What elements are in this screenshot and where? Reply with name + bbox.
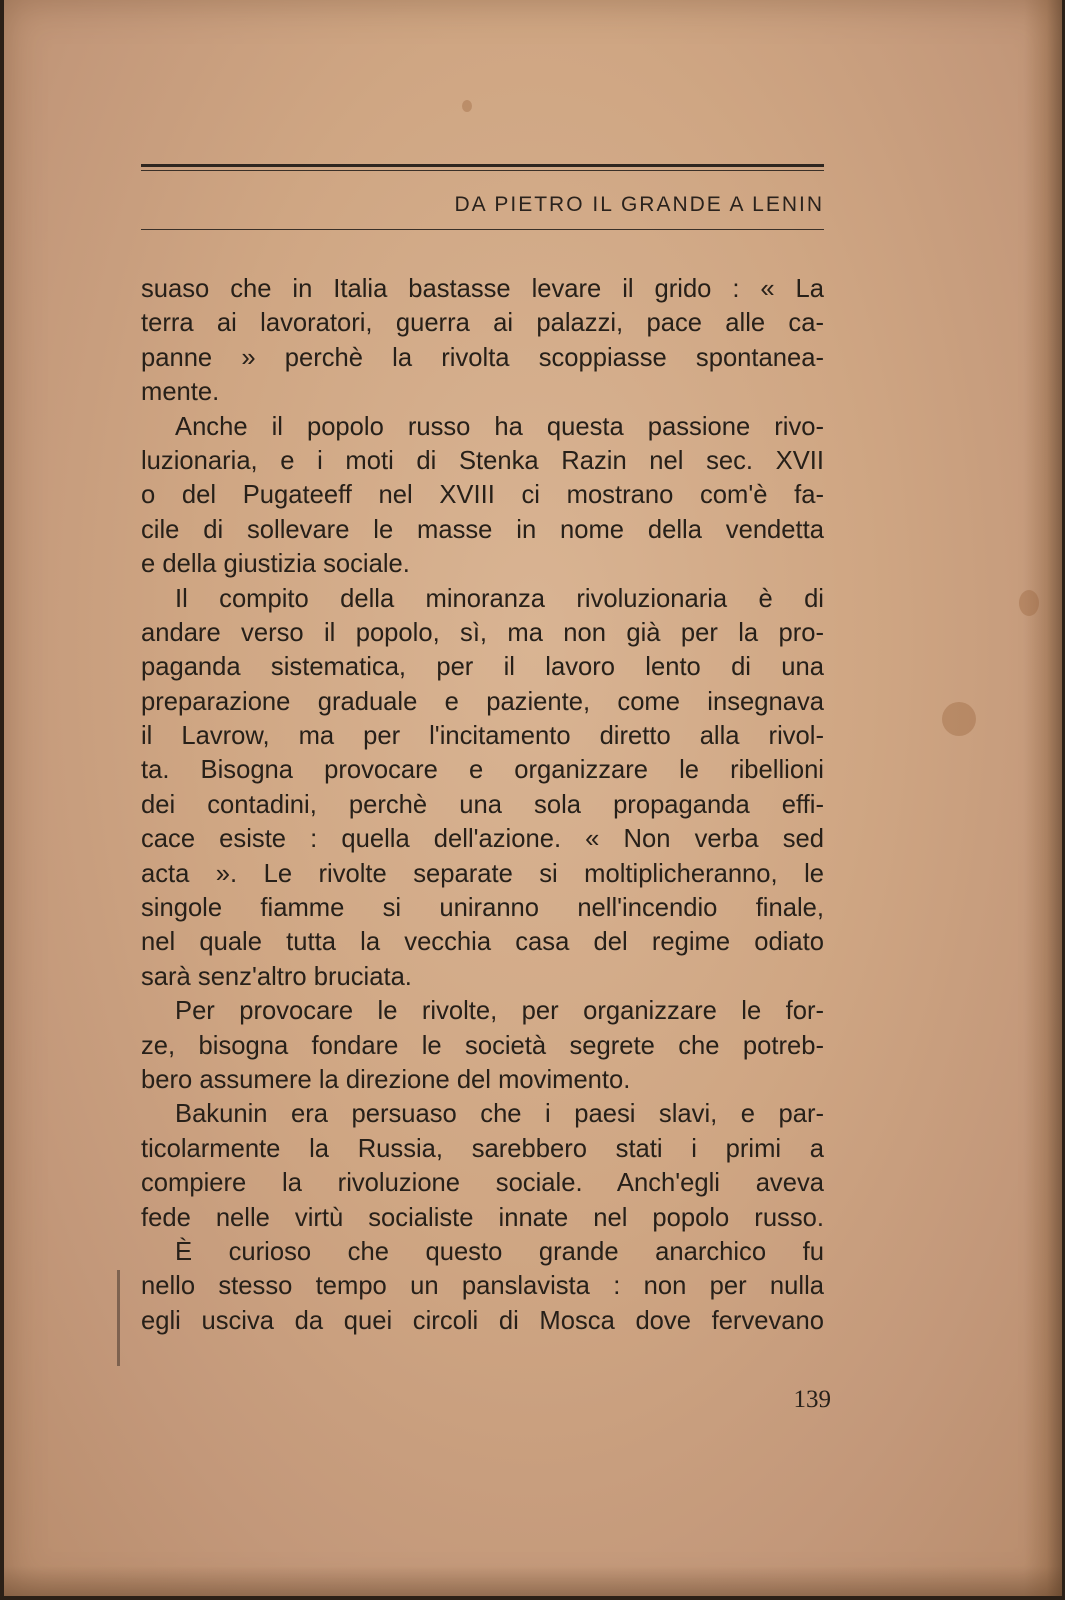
text-line: il Lavrow, ma per l'incitamento diretto alla rivol- — [141, 722, 824, 751]
text-line: sarà senz'altro bruciata. — [141, 962, 412, 991]
text-line: dei contadini, perchè una sola propaganda effi- — [141, 790, 824, 819]
text-line: o del Pugateeff nel XVIII ci mostrano com'è fa- — [141, 481, 824, 510]
page-number: 139 — [793, 1386, 831, 1413]
paper-stain — [462, 100, 472, 112]
text-line: Per provocare le rivolte, per organizzare le for- — [175, 997, 824, 1026]
text-line: ze, bisogna fondare le società segrete che potreb- — [141, 1031, 824, 1060]
text-line: nello stesso tempo un panslavista : non per nulla — [141, 1272, 824, 1301]
text-line: bero assumere la direzione del movimento. — [141, 1065, 631, 1094]
text-line: Bakunin era persuaso che i paesi slavi, e par- — [175, 1100, 824, 1129]
book-page — [4, 0, 1062, 1596]
text-line: suaso che in Italia bastasse levare il grido : « La — [141, 275, 824, 303]
header-rule-under — [141, 229, 824, 230]
page-edge-shadow-bottom — [4, 1566, 1062, 1596]
text-line: egli usciva da quei circoli di Mosca dove fervevano — [141, 1306, 824, 1335]
text-line: cile di sollevare le masse in nome della vendetta — [141, 515, 824, 544]
header-rule-thin — [141, 170, 824, 171]
text-line: Il compito della minoranza rivoluzionaria è di — [175, 584, 824, 613]
text-line: compiere la rivoluzione sociale. Anch'egli aveva — [141, 1169, 824, 1198]
text-line: preparazione graduale e paziente, come insegnava — [141, 687, 824, 716]
text-line: fede nelle virtù socialiste innate nel popolo russo. — [141, 1203, 824, 1232]
text-line: cace esiste : quella dell'azione. « Non verba sed — [141, 825, 824, 854]
margin-pencil-mark — [117, 1270, 120, 1366]
text-line: andare verso il popolo, sì, ma non già per la pro- — [141, 618, 824, 647]
text-line: paganda sistematica, per il lavoro lento di una — [141, 653, 824, 682]
body-text — [141, 272, 824, 1338]
text-line: luzionaria, e i moti di Stenka Razin nel sec. XVII — [141, 446, 824, 475]
text-line: terra ai lavoratori, guerra ai palazzi, pace alle ca- — [141, 309, 824, 338]
text-line: È curioso che questo grande anarchico fu — [175, 1237, 824, 1266]
text-line: acta ». Le rivolte separate si moltiplicheranno, le — [141, 859, 824, 888]
text-line: panne » perchè la rivolta scoppiasse spontanea- — [141, 343, 824, 372]
text-line: ta. Bisogna provocare e organizzare le ribellioni — [141, 756, 824, 785]
page-edge-shadow-right — [1024, 0, 1062, 1596]
text-line: e della giustizia sociale. — [141, 550, 410, 579]
text-line: singole fiamme si uniranno nell'incendio finale, — [141, 894, 824, 923]
text-line: Anche il popolo russo ha questa passione rivo- — [175, 412, 824, 441]
running-head-title: DA PIETRO IL GRANDE A LENIN — [454, 193, 824, 216]
text-line: nel quale tutta la vecchia casa del regime odiato — [141, 928, 824, 957]
text-line: mente. — [141, 378, 220, 407]
text-line: ticolarmente la Russia, sarebbero stati i primi a — [141, 1134, 824, 1163]
running-head — [141, 164, 824, 230]
header-rule-thick — [141, 164, 824, 167]
paper-stain — [1019, 590, 1039, 616]
paper-stain — [942, 702, 976, 736]
